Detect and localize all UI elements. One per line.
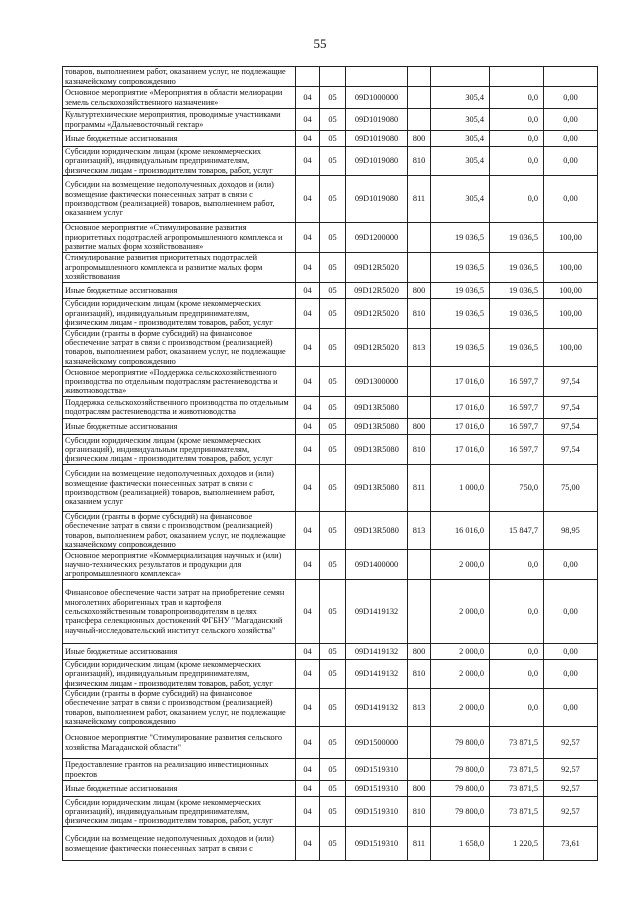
row-target-article: 09D1019080 bbox=[346, 147, 408, 176]
row-executed-amount: 0,0 bbox=[490, 660, 544, 689]
row-name: Основное мероприятие «Коммерциализация научных и (или) научно-технических результатов и продукции для агропромышленного комплекса» bbox=[63, 550, 296, 580]
row-executed-amount: 15 847,7 bbox=[490, 511, 544, 549]
row-execution-percent: 0,00 bbox=[544, 644, 598, 660]
row-planned-amount: 79 800,0 bbox=[431, 781, 490, 797]
row-expense-type bbox=[408, 580, 431, 644]
row-name: Основное мероприятие «Стимулирование развития приоритетных подотраслей агропромышленного комплекса и развитие малых форм хозяйствования» bbox=[63, 222, 296, 252]
row-planned-amount: 305,4 bbox=[431, 109, 490, 131]
table-row bbox=[63, 418, 598, 434]
row-execution-percent: 100,00 bbox=[544, 328, 598, 366]
row-section: 04 bbox=[296, 328, 320, 366]
table-row bbox=[63, 511, 598, 549]
table-row bbox=[63, 147, 598, 176]
table-row bbox=[63, 688, 598, 726]
row-planned-amount: 305,4 bbox=[431, 175, 490, 222]
row-name: товаров, выполнением работ, оказанием услуг, не подлежащие казначейскому сопровождению bbox=[63, 67, 296, 87]
table-row bbox=[63, 396, 598, 418]
row-subsection: 05 bbox=[320, 252, 346, 282]
row-target-article: 09D13R5080 bbox=[346, 434, 408, 464]
row-section: 04 bbox=[296, 464, 320, 511]
row-expense-type bbox=[408, 396, 431, 418]
row-planned-amount: 2 000,0 bbox=[431, 580, 490, 644]
row-execution-percent: 97,54 bbox=[544, 366, 598, 396]
row-target-article: 09D1019080 bbox=[346, 175, 408, 222]
page-number: 55 bbox=[313, 36, 327, 51]
row-subsection: 05 bbox=[320, 660, 346, 689]
table-row bbox=[63, 781, 598, 797]
row-name: Субсидии юридическим лицам (кроме некоммерческих организаций), индивидуальным предпринимателям, физическим лицам - производителям товаров, работ, услуг bbox=[63, 434, 296, 464]
row-subsection: 05 bbox=[320, 434, 346, 464]
row-section: 04 bbox=[296, 366, 320, 396]
row-name: Субсидии на возмещение недополученных доходов и (или) возмещение фактически понесенных затрат в связи с bbox=[63, 827, 296, 861]
row-execution-percent: 75,00 bbox=[544, 464, 598, 511]
row-expense-type: 800 bbox=[408, 644, 431, 660]
row-planned-amount: 17 016,0 bbox=[431, 418, 490, 434]
table-row bbox=[63, 727, 598, 759]
row-executed-amount: 0,0 bbox=[490, 580, 544, 644]
row-executed-amount: 16 597,7 bbox=[490, 418, 544, 434]
row-target-article: 09D1519310 bbox=[346, 827, 408, 861]
row-name: Иные бюджетные ассигнования bbox=[63, 644, 296, 660]
row-section bbox=[296, 67, 320, 87]
row-name: Субсидии (гранты в форме субсидий) на финансовое обеспечение затрат в связи с производством (реализацией) товаров, выполнением работ, оказанием услуг, не подлежащие казначейскому сопровождению bbox=[63, 328, 296, 366]
row-section: 04 bbox=[296, 644, 320, 660]
row-expense-type: 811 bbox=[408, 464, 431, 511]
row-executed-amount: 16 597,7 bbox=[490, 366, 544, 396]
row-target-article: 09D1519310 bbox=[346, 759, 408, 781]
row-execution-percent: 98,95 bbox=[544, 511, 598, 549]
row-expense-type bbox=[408, 67, 431, 87]
row-executed-amount: 19 036,5 bbox=[490, 298, 544, 328]
row-name: Иные бюджетные ассигнования bbox=[63, 282, 296, 298]
row-section: 04 bbox=[296, 298, 320, 328]
row-planned-amount: 1 000,0 bbox=[431, 464, 490, 511]
row-executed-amount: 0,0 bbox=[490, 688, 544, 726]
row-execution-percent: 73,61 bbox=[544, 827, 598, 861]
table-row bbox=[63, 222, 598, 252]
table-row bbox=[63, 252, 598, 282]
row-target-article: 09D1019080 bbox=[346, 109, 408, 131]
row-target-article: 09D12R5020 bbox=[346, 298, 408, 328]
row-planned-amount: 79 800,0 bbox=[431, 797, 490, 827]
row-section: 04 bbox=[296, 580, 320, 644]
budget-table bbox=[62, 66, 598, 861]
row-section: 04 bbox=[296, 781, 320, 797]
row-execution-percent: 100,00 bbox=[544, 282, 598, 298]
row-execution-percent: 0,00 bbox=[544, 87, 598, 109]
row-target-article bbox=[346, 67, 408, 87]
row-execution-percent: 100,00 bbox=[544, 222, 598, 252]
row-executed-amount: 0,0 bbox=[490, 147, 544, 176]
row-subsection: 05 bbox=[320, 282, 346, 298]
row-target-article: 09D1300000 bbox=[346, 366, 408, 396]
table-row bbox=[63, 759, 598, 781]
row-name: Поддержка сельскохозяйственного производства по отдельным подотраслям растениеводства и животноводства bbox=[63, 396, 296, 418]
row-target-article: 09D12R5020 bbox=[346, 282, 408, 298]
row-execution-percent: 0,00 bbox=[544, 688, 598, 726]
row-target-article: 09D1419132 bbox=[346, 644, 408, 660]
row-target-article: 09D1200000 bbox=[346, 222, 408, 252]
row-name: Субсидии (гранты в форме субсидий) на финансовое обеспечение затрат в связи с производством (реализацией) товаров, выполнением работ, оказанием услуг, не подлежащие казначейскому сопровождению bbox=[63, 511, 296, 549]
row-expense-type bbox=[408, 252, 431, 282]
row-executed-amount: 19 036,5 bbox=[490, 222, 544, 252]
row-section: 04 bbox=[296, 175, 320, 222]
row-target-article: 09D13R5080 bbox=[346, 464, 408, 511]
row-executed-amount: 19 036,5 bbox=[490, 328, 544, 366]
row-subsection: 05 bbox=[320, 418, 346, 434]
table-row bbox=[63, 67, 598, 87]
row-executed-amount: 750,0 bbox=[490, 464, 544, 511]
row-executed-amount: 16 597,7 bbox=[490, 434, 544, 464]
row-target-article: 09D1400000 bbox=[346, 550, 408, 580]
row-planned-amount: 17 016,0 bbox=[431, 396, 490, 418]
table-row bbox=[63, 434, 598, 464]
row-expense-type: 813 bbox=[408, 511, 431, 549]
row-subsection: 05 bbox=[320, 464, 346, 511]
row-section: 04 bbox=[296, 252, 320, 282]
row-name: Основное мероприятие «Мероприятия в области мелиорации земель сельскохозяйственного назначения» bbox=[63, 87, 296, 109]
row-name: Субсидии на возмещение недополученных доходов и (или) возмещение фактически понесенных затрат в связи с производством (реализацией) товаров, выполнением работ, оказанием услуг bbox=[63, 175, 296, 222]
row-execution-percent: 0,00 bbox=[544, 131, 598, 147]
row-name: Субсидии (гранты в форме субсидий) на финансовое обеспечение затрат в связи с производством (реализацией) товаров, выполнением работ, оказанием услуг, не подлежащие казначейскому сопровождению bbox=[63, 688, 296, 726]
table-row bbox=[63, 175, 598, 222]
row-planned-amount: 16 016,0 bbox=[431, 511, 490, 549]
row-expense-type: 800 bbox=[408, 418, 431, 434]
row-executed-amount: 1 220,5 bbox=[490, 827, 544, 861]
row-execution-percent: 0,00 bbox=[544, 109, 598, 131]
row-expense-type: 800 bbox=[408, 131, 431, 147]
row-executed-amount: 19 036,5 bbox=[490, 252, 544, 282]
row-subsection: 05 bbox=[320, 298, 346, 328]
row-expense-type: 813 bbox=[408, 688, 431, 726]
row-execution-percent: 0,00 bbox=[544, 550, 598, 580]
row-planned-amount: 2 000,0 bbox=[431, 660, 490, 689]
row-section: 04 bbox=[296, 396, 320, 418]
row-name: Субсидии юридическим лицам (кроме некоммерческих организаций), индивидуальным предпринимателям, физическим лицам - производителям товаров, работ, услуг bbox=[63, 660, 296, 689]
row-planned-amount: 17 016,0 bbox=[431, 434, 490, 464]
row-section: 04 bbox=[296, 759, 320, 781]
row-name: Иные бюджетные ассигнования bbox=[63, 131, 296, 147]
row-subsection: 05 bbox=[320, 511, 346, 549]
row-executed-amount: 0,0 bbox=[490, 131, 544, 147]
row-planned-amount: 19 036,5 bbox=[431, 298, 490, 328]
row-executed-amount: 73 871,5 bbox=[490, 759, 544, 781]
table-row bbox=[63, 827, 598, 861]
row-expense-type bbox=[408, 366, 431, 396]
row-executed-amount: 73 871,5 bbox=[490, 781, 544, 797]
row-subsection: 05 bbox=[320, 396, 346, 418]
row-execution-percent: 97,54 bbox=[544, 396, 598, 418]
table-row bbox=[63, 109, 598, 131]
row-planned-amount: 2 000,0 bbox=[431, 688, 490, 726]
row-expense-type bbox=[408, 109, 431, 131]
row-section: 04 bbox=[296, 434, 320, 464]
row-section: 04 bbox=[296, 282, 320, 298]
row-executed-amount: 0,0 bbox=[490, 87, 544, 109]
row-planned-amount: 2 000,0 bbox=[431, 550, 490, 580]
row-name: Основное мероприятие "Стимулирование развития сельского хозяйства Магаданской области" bbox=[63, 727, 296, 759]
row-planned-amount: 305,4 bbox=[431, 147, 490, 176]
row-name: Субсидии юридическим лицам (кроме некоммерческих организаций), индивидуальным предпринимателям, физическим лицам - производителям товаров, работ, услуг bbox=[63, 797, 296, 827]
row-executed-amount: 19 036,5 bbox=[490, 282, 544, 298]
row-expense-type: 810 bbox=[408, 797, 431, 827]
row-section: 04 bbox=[296, 797, 320, 827]
row-planned-amount: 19 036,5 bbox=[431, 328, 490, 366]
row-subsection: 05 bbox=[320, 131, 346, 147]
row-planned-amount: 17 016,0 bbox=[431, 366, 490, 396]
row-section: 04 bbox=[296, 222, 320, 252]
row-name: Культуртехнические мероприятия, проводимые участниками программы «Дальневосточный гектар» bbox=[63, 109, 296, 131]
row-subsection: 05 bbox=[320, 781, 346, 797]
row-expense-type: 811 bbox=[408, 827, 431, 861]
row-expense-type: 800 bbox=[408, 781, 431, 797]
row-name: Субсидии на возмещение недополученных доходов и (или) возмещение фактически понесенных затрат в связи с производством (реализацией) товаров, выполнением работ, оказанием услуг bbox=[63, 464, 296, 511]
row-name: Субсидии юридическим лицам (кроме некоммерческих организаций), индивидуальным предпринимателям, физическим лицам - производителям товаров, работ, услуг bbox=[63, 298, 296, 328]
row-planned-amount: 2 000,0 bbox=[431, 644, 490, 660]
row-execution-percent: 100,00 bbox=[544, 298, 598, 328]
row-name: Предоставление грантов на реализацию инвестиционных проектов bbox=[63, 759, 296, 781]
row-execution-percent: 92,57 bbox=[544, 727, 598, 759]
row-executed-amount bbox=[490, 67, 544, 87]
row-expense-type bbox=[408, 759, 431, 781]
row-section: 04 bbox=[296, 827, 320, 861]
row-planned-amount bbox=[431, 67, 490, 87]
row-subsection: 05 bbox=[320, 109, 346, 131]
table-row bbox=[63, 131, 598, 147]
table-row bbox=[63, 87, 598, 109]
row-executed-amount: 0,0 bbox=[490, 109, 544, 131]
row-executed-amount: 0,0 bbox=[490, 175, 544, 222]
row-expense-type: 810 bbox=[408, 434, 431, 464]
row-subsection: 05 bbox=[320, 644, 346, 660]
row-subsection: 05 bbox=[320, 550, 346, 580]
row-target-article: 09D12R5020 bbox=[346, 328, 408, 366]
row-section: 04 bbox=[296, 147, 320, 176]
row-planned-amount: 19 036,5 bbox=[431, 282, 490, 298]
row-subsection: 05 bbox=[320, 759, 346, 781]
row-name: Иные бюджетные ассигнования bbox=[63, 418, 296, 434]
row-target-article: 09D1500000 bbox=[346, 727, 408, 759]
row-expense-type: 810 bbox=[408, 298, 431, 328]
row-section: 04 bbox=[296, 109, 320, 131]
row-execution-percent: 97,54 bbox=[544, 434, 598, 464]
row-executed-amount: 73 871,5 bbox=[490, 797, 544, 827]
table-row bbox=[63, 328, 598, 366]
row-expense-type: 813 bbox=[408, 328, 431, 366]
table-row bbox=[63, 644, 598, 660]
row-subsection: 05 bbox=[320, 580, 346, 644]
row-execution-percent: 0,00 bbox=[544, 660, 598, 689]
row-section: 04 bbox=[296, 688, 320, 726]
table-row bbox=[63, 550, 598, 580]
row-section: 04 bbox=[296, 87, 320, 109]
row-section: 04 bbox=[296, 727, 320, 759]
table-row bbox=[63, 366, 598, 396]
row-subsection: 05 bbox=[320, 147, 346, 176]
table-row bbox=[63, 282, 598, 298]
row-planned-amount: 79 800,0 bbox=[431, 759, 490, 781]
table-row bbox=[63, 660, 598, 689]
row-expense-type: 810 bbox=[408, 660, 431, 689]
row-execution-percent: 92,57 bbox=[544, 759, 598, 781]
row-subsection: 05 bbox=[320, 366, 346, 396]
row-subsection: 05 bbox=[320, 827, 346, 861]
row-subsection: 05 bbox=[320, 727, 346, 759]
row-target-article: 09D1419132 bbox=[346, 580, 408, 644]
row-execution-percent: 0,00 bbox=[544, 175, 598, 222]
row-target-article: 09D13R5080 bbox=[346, 396, 408, 418]
row-subsection: 05 bbox=[320, 175, 346, 222]
row-execution-percent: 92,57 bbox=[544, 781, 598, 797]
row-name: Финансовое обеспечение части затрат на приобретение семян многолетних аборигенных трав и картофеля сельскохозяйственным товаропроизводителям в целях трансфера селекционных достижений ФГБНУ "Магаданский научный-исследовательский институт сельского хозяйства" bbox=[63, 580, 296, 644]
row-execution-percent: 97,54 bbox=[544, 418, 598, 434]
row-name: Иные бюджетные ассигнования bbox=[63, 781, 296, 797]
row-name: Стимулирование развития приоритетных подотраслей агропромышленного комплекса и развитие малых форм хозяйствования bbox=[63, 252, 296, 282]
row-subsection: 05 bbox=[320, 797, 346, 827]
row-planned-amount: 305,4 bbox=[431, 87, 490, 109]
row-execution-percent: 0,00 bbox=[544, 580, 598, 644]
row-section: 04 bbox=[296, 511, 320, 549]
row-subsection: 05 bbox=[320, 328, 346, 366]
row-expense-type: 810 bbox=[408, 147, 431, 176]
row-section: 04 bbox=[296, 660, 320, 689]
table-row bbox=[63, 298, 598, 328]
table-row bbox=[63, 580, 598, 644]
row-expense-type: 811 bbox=[408, 175, 431, 222]
row-execution-percent: 100,00 bbox=[544, 252, 598, 282]
row-expense-type bbox=[408, 87, 431, 109]
row-target-article: 09D1000000 bbox=[346, 87, 408, 109]
row-subsection: 05 bbox=[320, 688, 346, 726]
row-expense-type bbox=[408, 550, 431, 580]
row-target-article: 09D13R5080 bbox=[346, 418, 408, 434]
row-target-article: 09D12R5020 bbox=[346, 252, 408, 282]
row-subsection: 05 bbox=[320, 87, 346, 109]
row-target-article: 09D1519310 bbox=[346, 797, 408, 827]
row-target-article: 09D1419132 bbox=[346, 660, 408, 689]
row-section: 04 bbox=[296, 418, 320, 434]
row-name: Основное мероприятие «Поддержка сельскохозяйственного производства по отдельным подотраслям растениеводства и животноводства» bbox=[63, 366, 296, 396]
row-planned-amount: 19 036,5 bbox=[431, 252, 490, 282]
row-expense-type bbox=[408, 222, 431, 252]
row-subsection bbox=[320, 67, 346, 87]
row-section: 04 bbox=[296, 131, 320, 147]
row-execution-percent: 0,00 bbox=[544, 147, 598, 176]
row-section: 04 bbox=[296, 550, 320, 580]
row-name: Субсидии юридическим лицам (кроме некоммерческих организаций), индивидуальным предпринимателям, физическим лицам - производителям товаров, работ, услуг bbox=[63, 147, 296, 176]
row-planned-amount: 79 800,0 bbox=[431, 727, 490, 759]
row-expense-type: 800 bbox=[408, 282, 431, 298]
table-row bbox=[63, 464, 598, 511]
row-planned-amount: 19 036,5 bbox=[431, 222, 490, 252]
row-subsection: 05 bbox=[320, 222, 346, 252]
row-execution-percent bbox=[544, 67, 598, 87]
row-expense-type bbox=[408, 727, 431, 759]
row-target-article: 09D13R5080 bbox=[346, 511, 408, 549]
row-execution-percent: 92,57 bbox=[544, 797, 598, 827]
row-target-article: 09D1519310 bbox=[346, 781, 408, 797]
row-executed-amount: 73 871,5 bbox=[490, 727, 544, 759]
row-executed-amount: 0,0 bbox=[490, 644, 544, 660]
row-planned-amount: 305,4 bbox=[431, 131, 490, 147]
budget-table-body bbox=[63, 67, 598, 861]
row-planned-amount: 1 658,0 bbox=[431, 827, 490, 861]
table-row bbox=[63, 797, 598, 827]
row-executed-amount: 0,0 bbox=[490, 550, 544, 580]
row-target-article: 09D1419132 bbox=[346, 688, 408, 726]
row-target-article: 09D1019080 bbox=[346, 131, 408, 147]
row-executed-amount: 16 597,7 bbox=[490, 396, 544, 418]
